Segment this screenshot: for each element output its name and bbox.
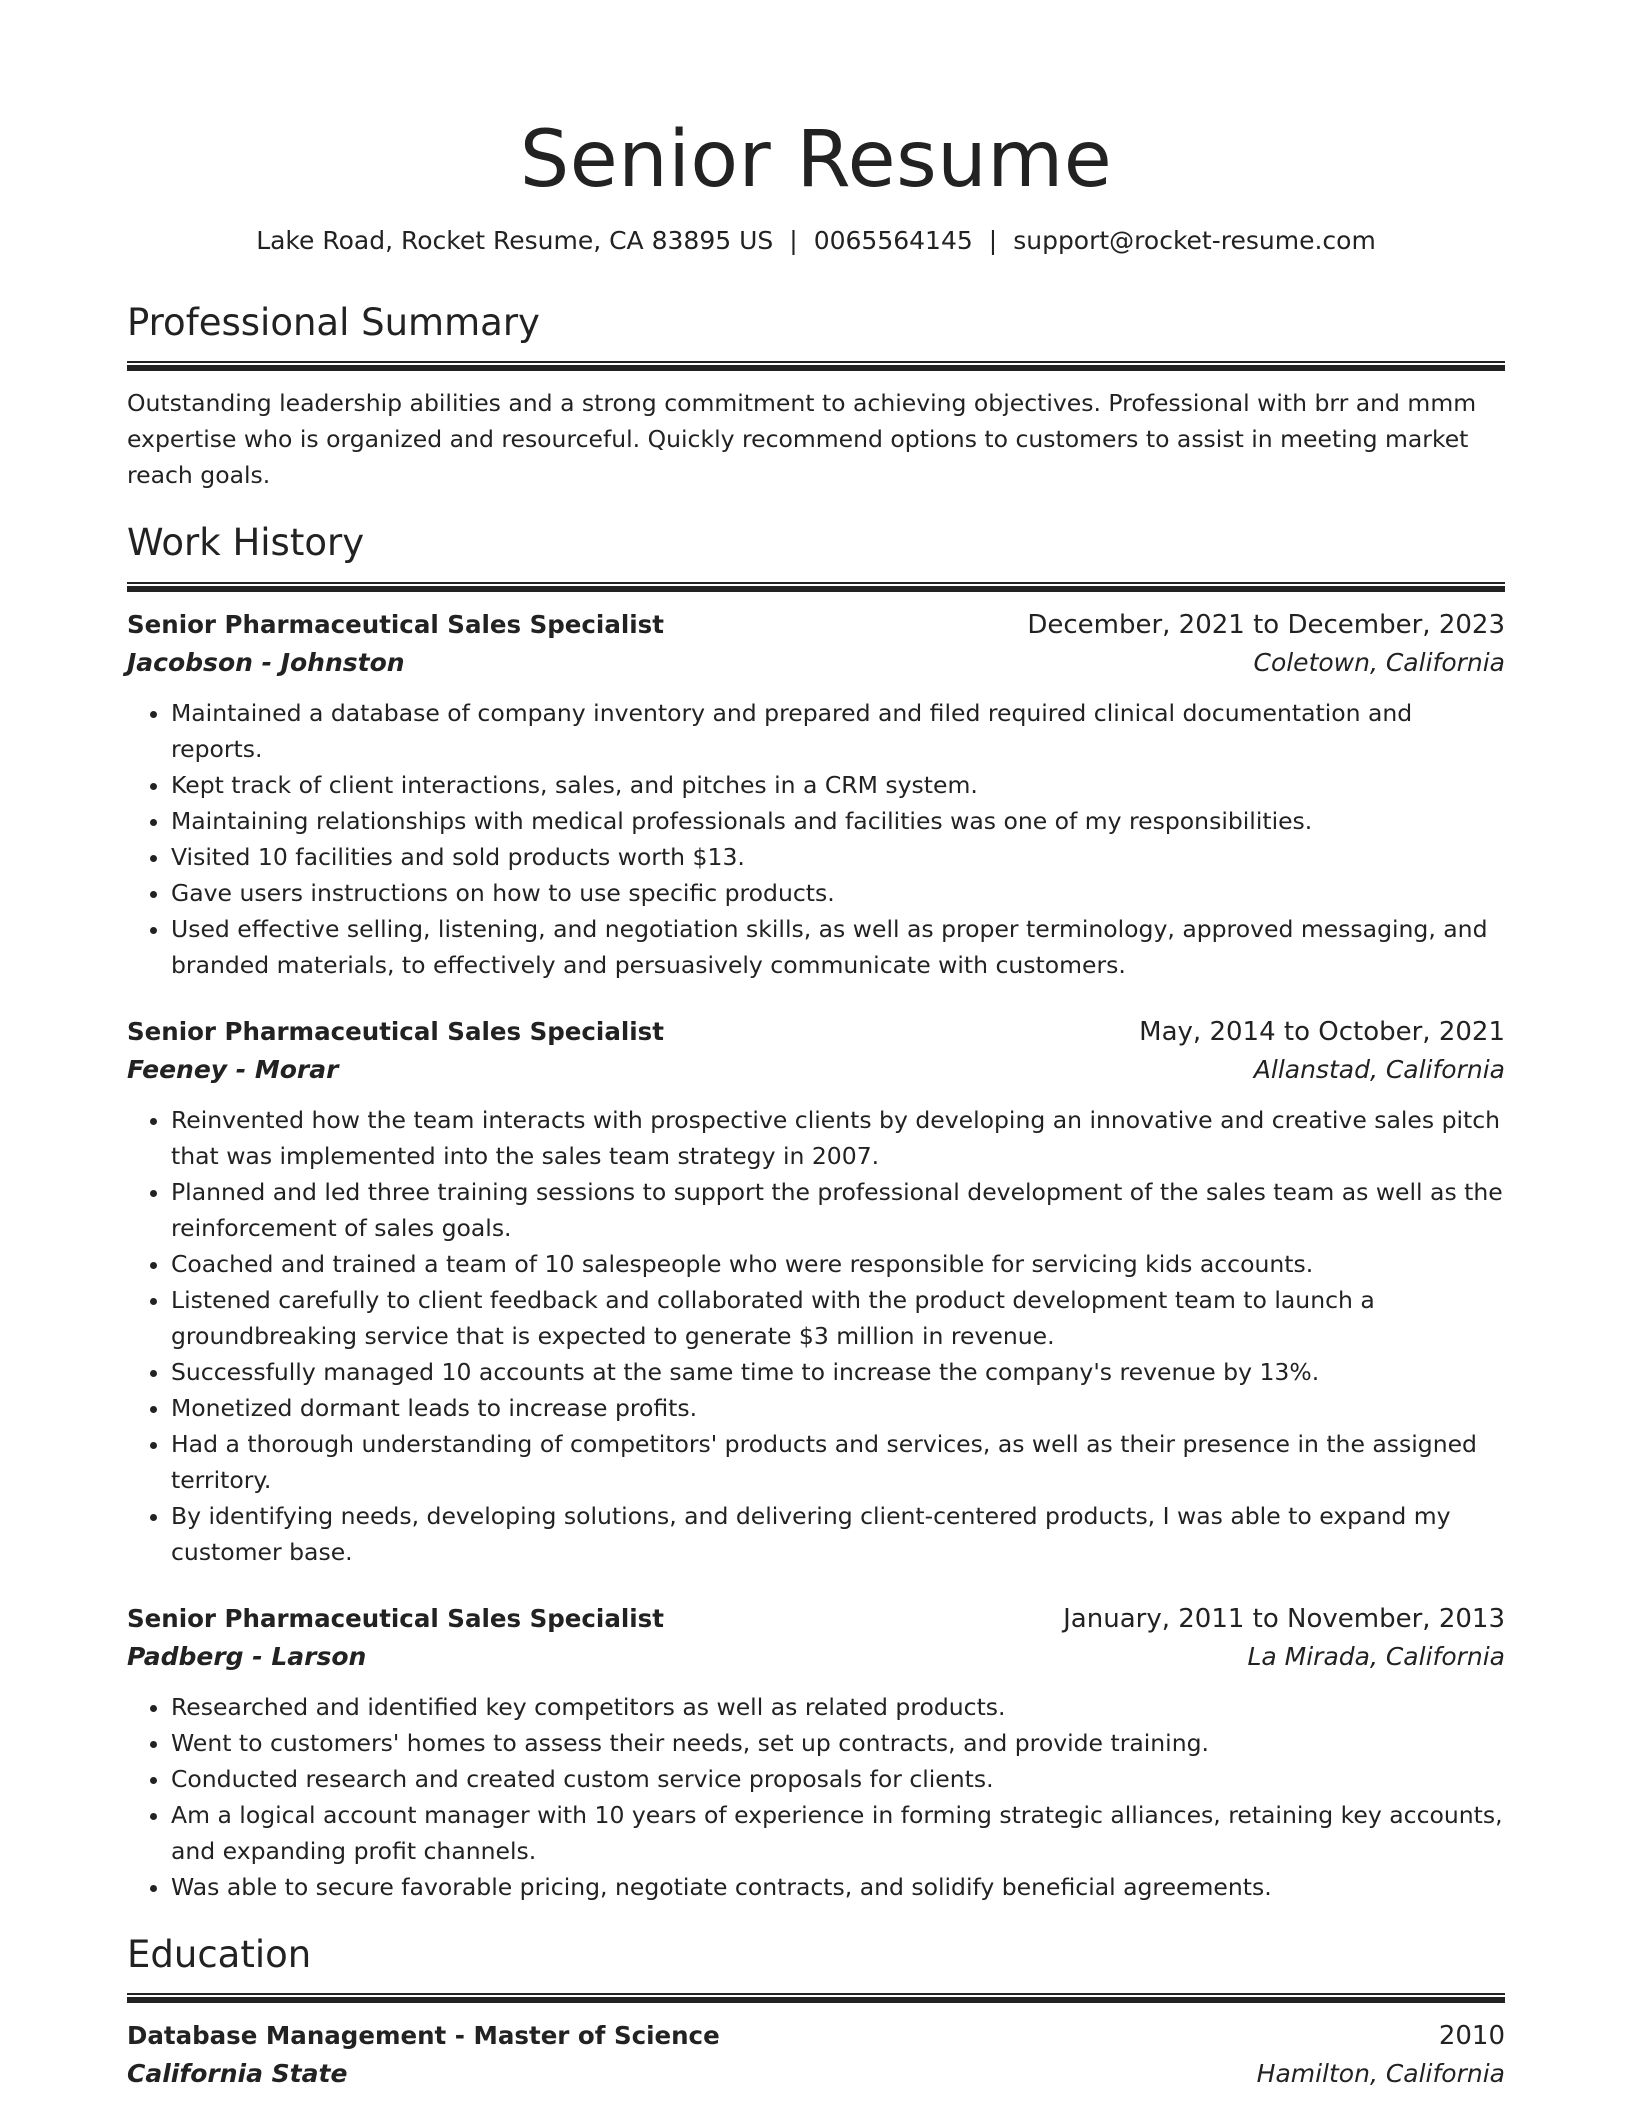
education-school: California State [127,2058,348,2088]
job-company: Jacobson - Johnston [127,647,405,677]
job-title: Senior Pharmaceutical Sales Specialist [127,1603,664,1633]
job-bullet: • Gave users instructions on how to use specific products. [171,875,1505,911]
job-location: La Mirada, California [1247,1641,1505,1671]
job-entry [127,1017,1505,1570]
job-bullet: • Conducted research and created custom service proposals for clients. [171,1761,1505,1797]
section-title-summary: Professional Summary [127,300,540,344]
education-degree: Database Management - Master of Science [127,2020,720,2050]
job-bullet: • By identifying needs, developing solutions, and delivering client-centered products, I was able to expand my customer base. [171,1498,1505,1570]
job-bullet: • Monetized dormant leads to increase profits. [171,1390,1505,1426]
job-bullet: • Visited 10 facilities and sold products worth $13. [171,839,1505,875]
contact-address: Lake Road, Rocket Resume, CA 83895 US [256,225,774,255]
job-company-row [127,1055,1505,1084]
job-company-row [127,648,1505,677]
contact-line [127,226,1505,255]
contact-phone: 0065564145 [813,225,973,255]
job-bullet: • Maintaining relationships with medical professionals and facilities was one of my responsibilities. [171,803,1505,839]
summary-section [127,301,1505,493]
job-header-row [127,1604,1505,1634]
job-bullet: • Researched and identified key competitors as well as related products. [171,1689,1505,1725]
section-divider [127,361,1505,371]
contact-separator: | [988,225,998,255]
job-company: Feeney - Morar [127,1054,339,1084]
job-bullet: • Planned and led three training sessions to support the professional development of the sales team as well as the reinforcement of sales goals. [171,1174,1505,1246]
job-location: Coletown, California [1253,647,1505,677]
job-header-row [127,1017,1505,1047]
job-company-row [127,1642,1505,1671]
education-school-row [127,2059,1505,2088]
job-dates: May, 2014 to October, 2021 [1139,1016,1505,1047]
education-section [127,1933,1505,2088]
job-bullet: • Went to customers' homes to assess their needs, set up contracts, and provide training. [171,1725,1505,1761]
job-bullet: • Reinvented how the team interacts with prospective clients by developing an innovative and creative sales pitch that was implemented into the sales team strategy in 2007. [171,1102,1505,1174]
section-divider [127,1993,1505,2003]
job-bullet: • Am a logical account manager with 10 years of experience in forming strategic alliances, retaining key accounts, and expanding profit channels. [171,1797,1505,1869]
contact-separator: | [789,225,798,255]
job-dates: December, 2021 to December, 2023 [1027,609,1505,640]
job-bullet: • Maintained a database of company inventory and prepared and filed required clinical documentation and reports. [171,695,1505,767]
job-header-row [127,610,1505,640]
summary-text: Outstanding leadership abilities and a strong commitment to achieving objectives. Professional with brr and mmm expertise who is organized and resourceful. Quickly recommend options to customers to assist in meeting market reach goals. [127,389,1477,490]
job-bullet: • Used effective selling, listening, and negotiation skills, as well as proper terminology, approved messaging, and branded materials, to effectively and persuasively communicate with customers. [171,911,1505,983]
education-header-row [127,2021,1505,2051]
job-company: Padberg - Larson [127,1641,367,1671]
job-bullet: • Had a thorough understanding of competitors' products and services, as well as their presence in the assigned territory. [171,1426,1505,1498]
job-title: Senior Pharmaceutical Sales Specialist [127,1016,664,1046]
job-bullet: • Kept track of client interactions, sales, and pitches in a CRM system. [171,767,1505,803]
job-entry [127,610,1505,983]
education-year: 2010 [1438,2020,1505,2051]
education-location: Hamilton, California [1256,2058,1505,2088]
job-bullet: • Coached and trained a team of 10 salespeople who were responsible for servicing kids accounts. [171,1246,1505,1282]
job-dates: January, 2011 to November, 2013 [1063,1603,1505,1634]
job-bullets [127,695,1505,983]
section-title-work-history: Work History [127,521,365,565]
job-bullets [127,1689,1505,1905]
resume-name: Senior Resume [519,115,1113,205]
job-bullet: • Was able to secure favorable pricing, negotiate contracts, and solidify beneficial agreements. [171,1869,1505,1905]
job-location: Allanstad, California [1253,1054,1505,1084]
job-entry [127,1604,1505,1905]
work-history-section [127,521,1505,1904]
job-bullets [127,1102,1505,1570]
section-divider [127,582,1505,592]
education-entry [127,2021,1505,2088]
job-title: Senior Pharmaceutical Sales Specialist [127,609,664,639]
contact-email: support@rocket-resume.com [1013,225,1376,255]
job-bullet: • Successfully managed 10 accounts at the same time to increase the company's revenue by 13%. [171,1354,1505,1390]
job-bullet: • Listened carefully to client feedback and collaborated with the product development team to launch a groundbreaking service that is expected to generate $3 million in revenue. [171,1282,1505,1354]
section-title-education: Education [127,1932,312,1976]
